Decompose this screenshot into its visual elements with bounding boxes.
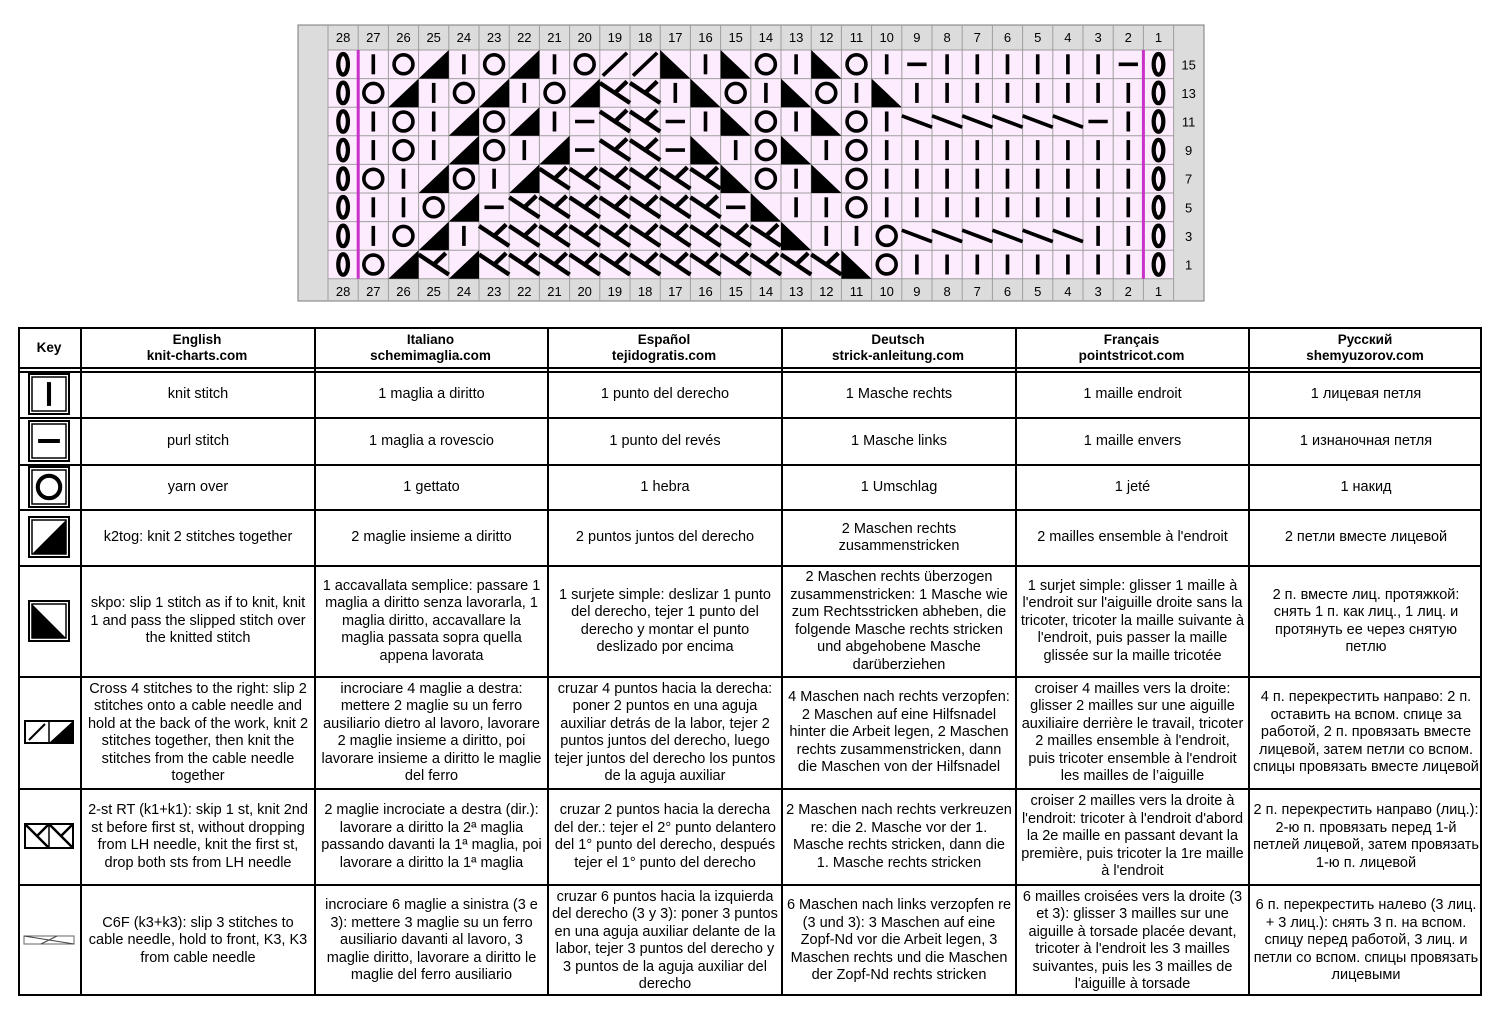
column-number-label: 17 — [668, 30, 683, 45]
legend-key-cell — [18, 417, 80, 464]
legend-description-cell: 2 п. перекрестить направо (лиц.): 2-ю п. провязать перед 1-й петлей лицевой, затем провязать 1-ю п. лицевой — [1253, 802, 1479, 871]
legend-key-cell — [18, 884, 80, 996]
row-number-label: 13 — [1181, 85, 1196, 101]
column-number-label: 17 — [668, 283, 683, 299]
column-number-label: 16 — [698, 283, 713, 299]
purl-icon — [21, 419, 77, 463]
legend-description-cell: 1 hebra — [640, 478, 690, 495]
column-number-label: 4 — [1064, 30, 1072, 45]
column-number-label: 4 — [1064, 283, 1072, 299]
column-number-label: 20 — [577, 30, 592, 45]
legend-description-cell: 2 Maschen rechts überzogen zusammenstricken: 1 Masche wie zum Rechtsstricken abheben, die folgende Masche rechts stricken und abgehobene Masche darüberziehen — [790, 569, 1008, 673]
legend-description-cell: 1 jeté — [1114, 478, 1151, 495]
column-number-label: 21 — [547, 30, 562, 45]
legend-header-title: Русский — [1337, 332, 1393, 347]
legend-description-cell: cruzar 4 puntos hacia la derecha: poner 2 puntos en una aguja auxiliar detrás de la labor, tejer 2 puntos juntos del derecho, luego tejer juntos del derecho los puntos de la aguja auxiliar — [554, 680, 776, 784]
legend-description-cell: croiser 2 mailles vers la droite à l'endroit: tricoter à l'endroit d'abord la 2e maille en passant devant la première, puis tricoter la 1re maille à l'endroit — [1021, 793, 1244, 880]
legend-header-site: pointstricot.com — [1078, 348, 1185, 363]
legend-description-cell: 2 maglie insieme a diritto — [351, 529, 512, 546]
legend-header-title: Español — [637, 332, 691, 347]
legend-header-title: Français — [1103, 332, 1160, 347]
column-number-label: 13 — [788, 283, 804, 299]
column-number-label: 16 — [698, 30, 713, 45]
legend-description-cell: cruzar 2 puntos hacia la derecha del der.: tejer el 2° punto delantero del 1° punto del derecho, después tejer el 1° punto del derecho — [554, 802, 776, 871]
column-number-label: 15 — [728, 283, 743, 299]
legend-description-cell: 6 mailles croisées vers la droite (3 et 3): glisser 3 mailles sur une aiguille à torsade placée devant, tricoter à l'endroit les 3 mailles suivantes, puis les 3 mailles de l'aiguille à torsade — [1022, 888, 1243, 992]
legend-description-cell: incrociare 6 maglie a sinistra (3 e 3): mettere 3 maglie su un ferro ausiliario davanti al lavoro, 3 maglie diritto, lavorare a diritto le maglie del ferro ausiliario — [325, 897, 538, 984]
knit-icon — [21, 372, 77, 416]
column-number-label: 18 — [637, 283, 653, 299]
legend-key-cell — [18, 676, 80, 788]
column-number-label: 27 — [366, 283, 381, 299]
column-number-label: 6 — [1003, 30, 1012, 45]
legend-header-title: Italiano — [406, 332, 455, 347]
legend-header-language — [1248, 329, 1482, 367]
row-number-label: 7 — [1184, 171, 1193, 187]
column-number-label: 26 — [396, 283, 411, 299]
legend-key-cell — [18, 464, 80, 509]
legend-description-cell: 6 п. перекрестить налево (3 лиц. + 3 лиц.): снять 3 п. на вспом. спицу перед работой, 3 лиц. и петли со вспом. спицы провязать лицевыми — [1253, 897, 1479, 984]
column-number-label: 5 — [1034, 30, 1042, 45]
column-number-label: 18 — [637, 30, 653, 45]
column-number-label: 7 — [973, 283, 981, 299]
legend-description-cell: 2 петли вместе лицевой — [1284, 529, 1448, 546]
right-twist-icon — [21, 814, 77, 858]
column-number-label: 22 — [517, 30, 532, 45]
column-number-label: 15 — [728, 30, 743, 45]
column-number-label: 28 — [335, 283, 351, 299]
legend-description-cell: 1 Masche links — [851, 432, 947, 449]
legend-key-cell — [18, 371, 80, 417]
legend-description-cell: C6F (k3+k3): slip 3 stitches to cable needle, hold to front, K3, K3 from cable needle — [88, 914, 308, 966]
legend-header-site: tejidogratis.com — [611, 348, 717, 363]
column-number-label: 14 — [758, 30, 774, 45]
column-number-label: 1 — [1154, 283, 1163, 299]
legend-description-cell: 2 puntos juntos del derecho — [575, 529, 755, 546]
column-number-label: 10 — [879, 283, 894, 299]
legend-description-cell: incrociare 4 maglie a destra: mettere 2 maglie su un ferro ausiliario dietro al lavoro, lavorare 2 maglie insieme a diritto, poi lavorare insieme a diritto le maglie del ferro — [321, 680, 542, 784]
column-number-label: 25 — [426, 283, 441, 299]
knitting-chart — [0, 0, 1500, 315]
legend-description-cell: skpo: slip 1 stitch as if to knit, knit 1 and pass the slipped stitch over the knitted stitch — [90, 595, 306, 647]
column-number-label: 11 — [849, 30, 864, 45]
column-number-label: 21 — [547, 283, 562, 299]
legend-description-cell: cruzar 6 puntos hacia la izquierda del derecho (3 y 3): poner 3 puntos en una aguja auxiliar delante de la labor, tejer 3 puntos del derecho y 3 puntos de la aguja auxiliar del derecho — [552, 888, 778, 992]
legend-description-cell: 1 Umschlag — [860, 478, 938, 495]
row-number-label: 1 — [1184, 257, 1193, 273]
column-number-label: 9 — [913, 30, 921, 45]
column-number-label: 6 — [1003, 283, 1012, 299]
column-number-label: 8 — [943, 283, 951, 299]
legend-key-cell — [18, 509, 80, 565]
legend-description-cell: 1 punto del derecho — [600, 386, 730, 403]
legend-header-language — [781, 329, 1015, 367]
k2tog-icon — [21, 515, 77, 559]
legend-description-cell: 1 лицевая петля — [1310, 386, 1422, 403]
legend-table — [18, 327, 1482, 996]
legend-description-cell: 1 изнаночная петля — [1299, 432, 1433, 449]
row-number-label: 5 — [1184, 200, 1193, 216]
column-number-label: 19 — [607, 30, 623, 45]
column-number-label: 11 — [849, 283, 864, 299]
legend-description-cell: Cross 4 stitches to the right: slip 2 stitches onto a cable needle and hold at the back of the work, knit 2 stitches together, then knit the stitches from the cable needle together — [87, 680, 309, 784]
legend-header-language — [314, 329, 547, 367]
column-number-label: 25 — [426, 30, 441, 45]
c6f-icon — [21, 918, 77, 962]
column-number-label: 8 — [943, 30, 951, 45]
column-number-label: 23 — [486, 283, 502, 299]
column-number-label: 28 — [335, 30, 351, 45]
legend-description-cell: 1 surjete simple: deslizar 1 punto del derecho, tejer 1 punto del derecho y montar el punto deslizado por encima — [559, 586, 771, 655]
legend-header-language — [1015, 329, 1248, 367]
yarn-over-icon — [21, 465, 77, 509]
legend-key-cell — [18, 565, 80, 676]
legend-description-cell: croiser 4 mailles vers la droite: glisser 2 mailles sur une aiguille auxiliaire derrière le travail, tricoter 2 mailles ensemble à l'endroit, puis tricoter ensemble à l'endroit les mailles de l’aiguille — [1021, 680, 1244, 784]
legend-description-cell: 1 Masche rechts — [845, 386, 953, 403]
legend-description-cell: 4 Maschen nach rechts verzopfen: 2 Maschen auf eine Hilfsnadel hinter die Arbeit legen, 2 Maschen rechts zusammenstricken, dann die Maschen von der Hilfsnadel — [788, 689, 1010, 776]
column-number-label: 12 — [819, 283, 834, 299]
legend-description-cell: yarn over — [167, 478, 229, 495]
legend-description-cell: 1 maille endroit — [1083, 386, 1182, 403]
legend-header-language — [80, 329, 314, 367]
row-number-label: 9 — [1184, 143, 1193, 159]
column-number-label: 2 — [1124, 283, 1132, 299]
legend-description-cell: knit stitch — [167, 386, 229, 403]
column-number-label: 12 — [819, 30, 834, 45]
column-number-label: 10 — [879, 30, 894, 45]
legend-header-title: Deutsch — [871, 332, 925, 347]
column-number-label: 19 — [607, 283, 623, 299]
legend-description-cell: 1 накид — [1340, 478, 1392, 495]
legend-description-cell: 1 punto del revés — [609, 432, 721, 449]
legend-description-cell: 1 maille envers — [1083, 432, 1182, 449]
legend-description-cell: k2tog: knit 2 stitches together — [103, 529, 293, 546]
legend-description-cell: 1 maglia a diritto — [378, 386, 485, 403]
legend-key-cell — [18, 788, 80, 884]
legend-description-cell: 1 maglia a rovescio — [369, 432, 494, 449]
cross-4-right-icon — [21, 710, 77, 754]
legend-row-divider — [18, 367, 1482, 369]
column-number-label: 20 — [577, 283, 592, 299]
column-number-label: 9 — [913, 283, 921, 299]
legend-description-cell: 2 п. вместе лиц. протяжкой: снять 1 п. как лиц., 1 лиц. и протянуть ее через снятую петлю — [1272, 586, 1460, 655]
legend-description-cell: 4 п. перекрестить направо: 2 п. оставить на вспом. спице за работой, 2 п. провязать вместе лицевой, затем петли со вспом. спицы провязать вместе лицевой — [1253, 689, 1479, 776]
legend-header-site: knit-charts.com — [146, 348, 248, 363]
column-number-label: 13 — [788, 30, 804, 45]
legend-description-cell: 2 Maschen rechts zusammenstricken — [838, 520, 960, 554]
legend-header-title: English — [172, 332, 222, 347]
column-number-label: 27 — [366, 30, 381, 45]
column-number-label: 24 — [456, 30, 472, 45]
legend-description-cell: 1 accavallata semplice: passare 1 maglia a diritto senza lavorarla, 1 maglia diritto, accavallare la maglia passata sopra quella appena lavorata — [322, 577, 541, 664]
legend-description-cell: 2 maglie incrociate a destra (dir.): lavorare a diritto la 2ª maglia passando davanti la 1ª maglia, poi lavorare a diritto la 1ª maglia — [321, 802, 542, 871]
column-number-label: 5 — [1034, 283, 1042, 299]
legend-header-key — [18, 329, 80, 367]
row-number-label: 15 — [1181, 57, 1196, 73]
column-number-label: 7 — [973, 30, 981, 45]
column-number-label: 26 — [396, 30, 411, 45]
column-number-label: 3 — [1094, 30, 1102, 45]
column-number-label: 2 — [1124, 30, 1132, 45]
legend-header-title: Key — [36, 340, 62, 355]
legend-description-cell: purl stitch — [166, 432, 230, 449]
column-number-label: 3 — [1094, 283, 1102, 299]
legend-description-cell: 6 Maschen nach links verzopfen re (3 und 3): 3 Maschen auf eine Zopf-Nd vor die Arbeit legen, 3 Maschen rechts und die Maschen der Zopf-Nd rechts stricken — [786, 897, 1012, 984]
legend-header-language — [547, 329, 781, 367]
column-number-label: 1 — [1154, 30, 1163, 45]
legend-description-cell: 2 Maschen nach rechts verkreuzen re: die 2. Masche vor der 1. Masche rechts stricken, dann die 1. Masche rechts stricken — [786, 802, 1012, 871]
skpo-icon — [21, 599, 77, 643]
column-number-label: 24 — [456, 283, 472, 299]
legend-header-site: shemyuzorov.com — [1306, 348, 1424, 363]
column-number-label: 14 — [758, 283, 774, 299]
legend-description-cell: 2 mailles ensemble à l'endroit — [1037, 529, 1228, 546]
legend-description-cell: 2-st RT (k1+k1): skip 1 st, knit 2nd st before first st, without dropping from LH needle, knit the first st, drop both sts from LH needle — [88, 802, 308, 871]
legend-header-site: strick-anleitung.com — [831, 348, 965, 363]
column-number-label: 23 — [486, 30, 502, 45]
column-number-label: 22 — [517, 283, 532, 299]
row-number-label: 11 — [1181, 114, 1196, 130]
row-number-label: 3 — [1184, 228, 1193, 244]
legend-header-site: schemimaglia.com — [370, 348, 491, 363]
legend-description-cell: 1 surjet simple: glisser 1 maille à l'endroit sur l'aiguille droite sans la tricoter, tricoter la maille suivante à l'endroit, puis passer la maille glissée sur la maille tricotée — [1020, 577, 1245, 664]
legend-description-cell: 1 gettato — [403, 478, 460, 495]
